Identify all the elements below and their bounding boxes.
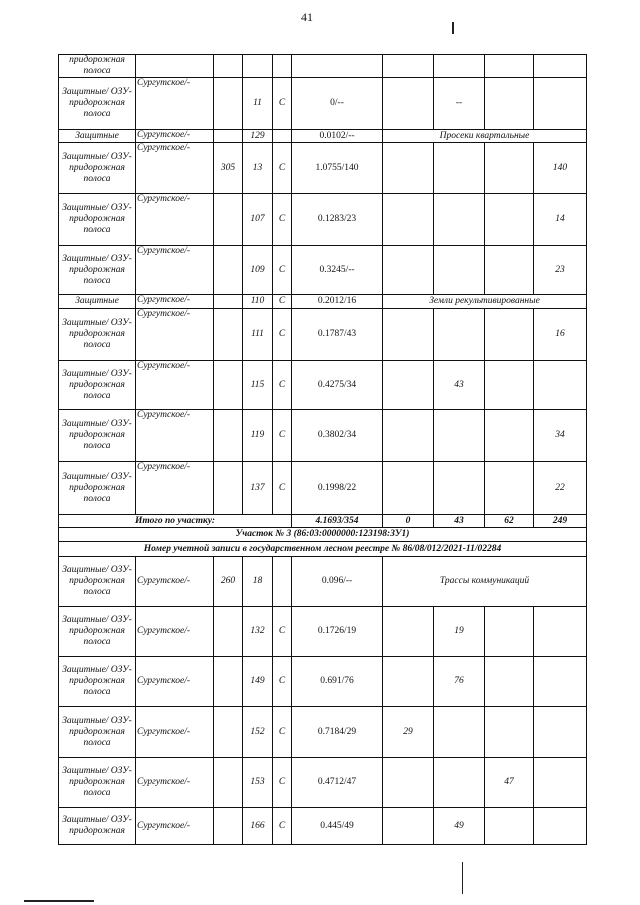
kvartal-cell: [214, 707, 243, 758]
value-cell-v2: [434, 194, 485, 246]
table-section-summary: [59, 515, 587, 557]
area-cell: 0.4275/34: [292, 361, 383, 410]
table-row: [59, 143, 587, 194]
value-cell-v2: [434, 758, 485, 808]
section-title-row: [59, 528, 587, 542]
category-code-cell: С: [273, 707, 292, 758]
category-code-cell: С: [273, 410, 292, 462]
kvartal-cell: [214, 130, 243, 143]
category-cell: Защитные/ ОЗУ- придорожная: [59, 808, 136, 845]
value-cell-v2: [434, 143, 485, 194]
kvartal-cell: [214, 758, 243, 808]
area-cell: 0.1283/23: [292, 194, 383, 246]
vydel-cell: 11: [243, 78, 273, 130]
vydel-cell: 107: [243, 194, 273, 246]
kvartal-cell: [214, 657, 243, 707]
area-cell: 0.096/--: [292, 557, 383, 607]
vydel-cell: [243, 55, 273, 78]
lesnichestvo-cell: Сургутское/-: [136, 78, 214, 130]
category-cell: Защитные/ ОЗУ- придорожная полоса: [59, 462, 136, 515]
category-code-cell: С: [273, 657, 292, 707]
value-cell-v3: [485, 808, 534, 845]
total-v3: 62: [485, 515, 534, 528]
value-cell-v3: [485, 657, 534, 707]
value-cell-v3: [485, 143, 534, 194]
kvartal-cell: [214, 410, 243, 462]
table-row: [59, 707, 587, 758]
value-cell-v1: [383, 246, 434, 295]
value-cell-v4: 23: [534, 246, 587, 295]
vydel-cell: 110: [243, 295, 273, 309]
category-code-cell: С: [273, 607, 292, 657]
category-cell: Защитные/ ОЗУ- придорожная полоса: [59, 657, 136, 707]
value-cell-v2: [434, 309, 485, 361]
area-cell: 0.1726/19: [292, 607, 383, 657]
total-row: [59, 515, 587, 528]
value-cell-v2: --: [434, 78, 485, 130]
value-cell-v4: 34: [534, 410, 587, 462]
category-cell: Защитные/ ОЗУ- придорожная полоса: [59, 707, 136, 758]
value-cell-v1: [383, 361, 434, 410]
category-code-cell: С: [273, 143, 292, 194]
kvartal-cell: [214, 194, 243, 246]
table-row: [59, 410, 587, 462]
lesnichestvo-cell: Сургутское/-: [136, 707, 214, 758]
category-cell: Защитные/ ОЗУ- придорожная полоса: [59, 309, 136, 361]
area-cell: 0.2012/16: [292, 295, 383, 309]
scan-edge-bottom: [24, 900, 94, 902]
value-cell-v3: [485, 410, 534, 462]
kvartal-cell: [214, 808, 243, 845]
table-row: [59, 607, 587, 657]
value-cell-v4: [534, 55, 587, 78]
category-cell: Защитные/ ОЗУ- придорожная полоса: [59, 607, 136, 657]
vydel-cell: 119: [243, 410, 273, 462]
value-cell-v4: 22: [534, 462, 587, 515]
value-cell-v2: [434, 246, 485, 295]
category-code-cell: С: [273, 361, 292, 410]
total-v2: 43: [434, 515, 485, 528]
kvartal-cell: [214, 361, 243, 410]
area-cell: 0.445/49: [292, 808, 383, 845]
value-cell-v4: [534, 607, 587, 657]
value-cell-v2: [434, 462, 485, 515]
area-cell: 1.0755/140: [292, 143, 383, 194]
value-cell-v3: [485, 78, 534, 130]
lesnichestvo-cell: Сургутское/-: [136, 462, 214, 515]
total-area: 4.1693/354: [292, 515, 383, 528]
category-code-cell: [273, 130, 292, 143]
lesnichestvo-cell: Сургутское/-: [136, 130, 214, 143]
value-cell-v3: [485, 361, 534, 410]
table-section-b: [59, 557, 587, 845]
value-cell-v3: [485, 707, 534, 758]
area-cell: 0.0102/--: [292, 130, 383, 143]
value-cell-v3: [485, 607, 534, 657]
value-cell-v2: [434, 707, 485, 758]
table-row: [59, 130, 587, 143]
category-cell: придорожная полоса: [59, 55, 136, 78]
category-cell: Защитные/ ОЗУ- придорожная полоса: [59, 361, 136, 410]
table-row: [59, 246, 587, 295]
category-code-cell: С: [273, 309, 292, 361]
value-cell-v1: [383, 194, 434, 246]
vydel-cell: 137: [243, 462, 273, 515]
area-cell: 0.3802/34: [292, 410, 383, 462]
value-cell-v4: 140: [534, 143, 587, 194]
area-cell: 0.7184/29: [292, 707, 383, 758]
scan-line-top: [452, 22, 454, 34]
table-row: [59, 808, 587, 845]
table-row: [59, 557, 587, 607]
forest-table: [58, 54, 587, 845]
note-cell: Трассы коммуникаций: [383, 557, 587, 607]
scan-line-bottom: [462, 862, 463, 894]
value-cell-v4: [534, 707, 587, 758]
value-cell-v1: [383, 808, 434, 845]
category-code-cell: С: [273, 78, 292, 130]
table-row: [59, 55, 587, 78]
table-row: [59, 78, 587, 130]
value-cell-v1: [383, 78, 434, 130]
value-cell-v1: [383, 758, 434, 808]
category-cell: Защитные/ ОЗУ- придорожная полоса: [59, 758, 136, 808]
category-code-cell: С: [273, 758, 292, 808]
table-row: [59, 462, 587, 515]
category-code-cell: С: [273, 246, 292, 295]
value-cell-v3: [485, 55, 534, 78]
lesnichestvo-cell: Сургутское/-: [136, 607, 214, 657]
category-cell: Защитные/ ОЗУ- придорожная полоса: [59, 194, 136, 246]
vydel-cell: 152: [243, 707, 273, 758]
value-cell-v3: [485, 309, 534, 361]
area-cell: 0/--: [292, 78, 383, 130]
lesnichestvo-cell: Сургутское/-: [136, 309, 214, 361]
value-cell-v1: [383, 462, 434, 515]
kvartal-cell: [214, 55, 243, 78]
category-code-cell: С: [273, 194, 292, 246]
kvartal-cell: [214, 295, 243, 309]
category-code-cell: С: [273, 808, 292, 845]
vydel-cell: 13: [243, 143, 273, 194]
category-cell: Защитные/ ОЗУ- придорожная полоса: [59, 410, 136, 462]
kvartal-cell: 305: [214, 143, 243, 194]
category-cell: Защитные/ ОЗУ- придорожная полоса: [59, 78, 136, 130]
kvartal-cell: [214, 309, 243, 361]
value-cell-v4: [534, 657, 587, 707]
vydel-cell: 132: [243, 607, 273, 657]
vydel-cell: 18: [243, 557, 273, 607]
value-cell-v2: 19: [434, 607, 485, 657]
value-cell-v3: 47: [485, 758, 534, 808]
lesnichestvo-cell: Сургутское/-: [136, 361, 214, 410]
lesnichestvo-cell: Сургутское/-: [136, 808, 214, 845]
table-row: [59, 194, 587, 246]
area-cell: 0.691/76: [292, 657, 383, 707]
value-cell-v4: 16: [534, 309, 587, 361]
table-row: [59, 295, 587, 309]
section-title: Участок № 3 (86:03:0000000:123198:ЗУ1): [59, 528, 587, 542]
vydel-cell: 149: [243, 657, 273, 707]
vydel-cell: 109: [243, 246, 273, 295]
lesnichestvo-cell: Сургутское/-: [136, 758, 214, 808]
value-cell-v1: [383, 143, 434, 194]
value-cell-v3: [485, 194, 534, 246]
value-cell-v2: 43: [434, 361, 485, 410]
kvartal-cell: 260: [214, 557, 243, 607]
value-cell-v2: 76: [434, 657, 485, 707]
kvartal-cell: [214, 246, 243, 295]
kvartal-cell: [214, 607, 243, 657]
area-cell: 0.3245/--: [292, 246, 383, 295]
note-cell: Земли рекультивированные: [383, 295, 587, 309]
vydel-cell: 115: [243, 361, 273, 410]
vydel-cell: 129: [243, 130, 273, 143]
category-code-cell: [273, 557, 292, 607]
category-cell: Защитные: [59, 295, 136, 309]
table-section-a: [59, 55, 587, 515]
value-cell-v4: 14: [534, 194, 587, 246]
registry-title-row: [59, 542, 587, 557]
kvartal-cell: [214, 462, 243, 515]
value-cell-v2: 49: [434, 808, 485, 845]
area-cell: [292, 55, 383, 78]
total-v1: 0: [383, 515, 434, 528]
lesnichestvo-cell: Сургутское/-: [136, 657, 214, 707]
value-cell-v4: [534, 758, 587, 808]
area-cell: 0.1787/43: [292, 309, 383, 361]
value-cell-v2: [434, 410, 485, 462]
table-row: [59, 361, 587, 410]
total-v4: 249: [534, 515, 587, 528]
value-cell-v1: [383, 309, 434, 361]
value-cell-v3: [485, 462, 534, 515]
kvartal-cell: [214, 78, 243, 130]
value-cell-v3: [485, 246, 534, 295]
total-label: Итого по участку:: [59, 515, 292, 528]
value-cell-v1: [383, 55, 434, 78]
table-row: [59, 657, 587, 707]
vydel-cell: 166: [243, 808, 273, 845]
category-code-cell: С: [273, 462, 292, 515]
category-code-cell: [273, 55, 292, 78]
lesnichestvo-cell: [136, 55, 214, 78]
value-cell-v1: 29: [383, 707, 434, 758]
lesnichestvo-cell: Сургутское/-: [136, 143, 214, 194]
registry-title: Номер учетной записи в государственном лесном реестре № 86/08/012/2021-11/02284: [59, 542, 587, 557]
lesnichestvo-cell: Сургутское/-: [136, 410, 214, 462]
lesnichestvo-cell: Сургутское/-: [136, 246, 214, 295]
value-cell-v4: [534, 361, 587, 410]
table-row: [59, 758, 587, 808]
category-cell: Защитные/ ОЗУ- придорожная полоса: [59, 143, 136, 194]
value-cell-v1: [383, 657, 434, 707]
value-cell-v4: [534, 808, 587, 845]
category-code-cell: С: [273, 295, 292, 309]
vydel-cell: 153: [243, 758, 273, 808]
area-cell: 0.1998/22: [292, 462, 383, 515]
area-cell: 0.4712/47: [292, 758, 383, 808]
lesnichestvo-cell: Сургутское/-: [136, 295, 214, 309]
note-cell: Просеки квартальные: [383, 130, 587, 143]
vydel-cell: 111: [243, 309, 273, 361]
category-cell: Защитные/ ОЗУ- придорожная полоса: [59, 246, 136, 295]
category-cell: Защитные/ ОЗУ- придорожная полоса: [59, 557, 136, 607]
table-row: [59, 309, 587, 361]
value-cell-v1: [383, 607, 434, 657]
value-cell-v2: [434, 55, 485, 78]
lesnichestvo-cell: Сургутское/-: [136, 557, 214, 607]
value-cell-v4: [534, 78, 587, 130]
page-number: 41: [301, 10, 313, 24]
category-cell: Защитные: [59, 130, 136, 143]
value-cell-v1: [383, 410, 434, 462]
lesnichestvo-cell: Сургутское/-: [136, 194, 214, 246]
